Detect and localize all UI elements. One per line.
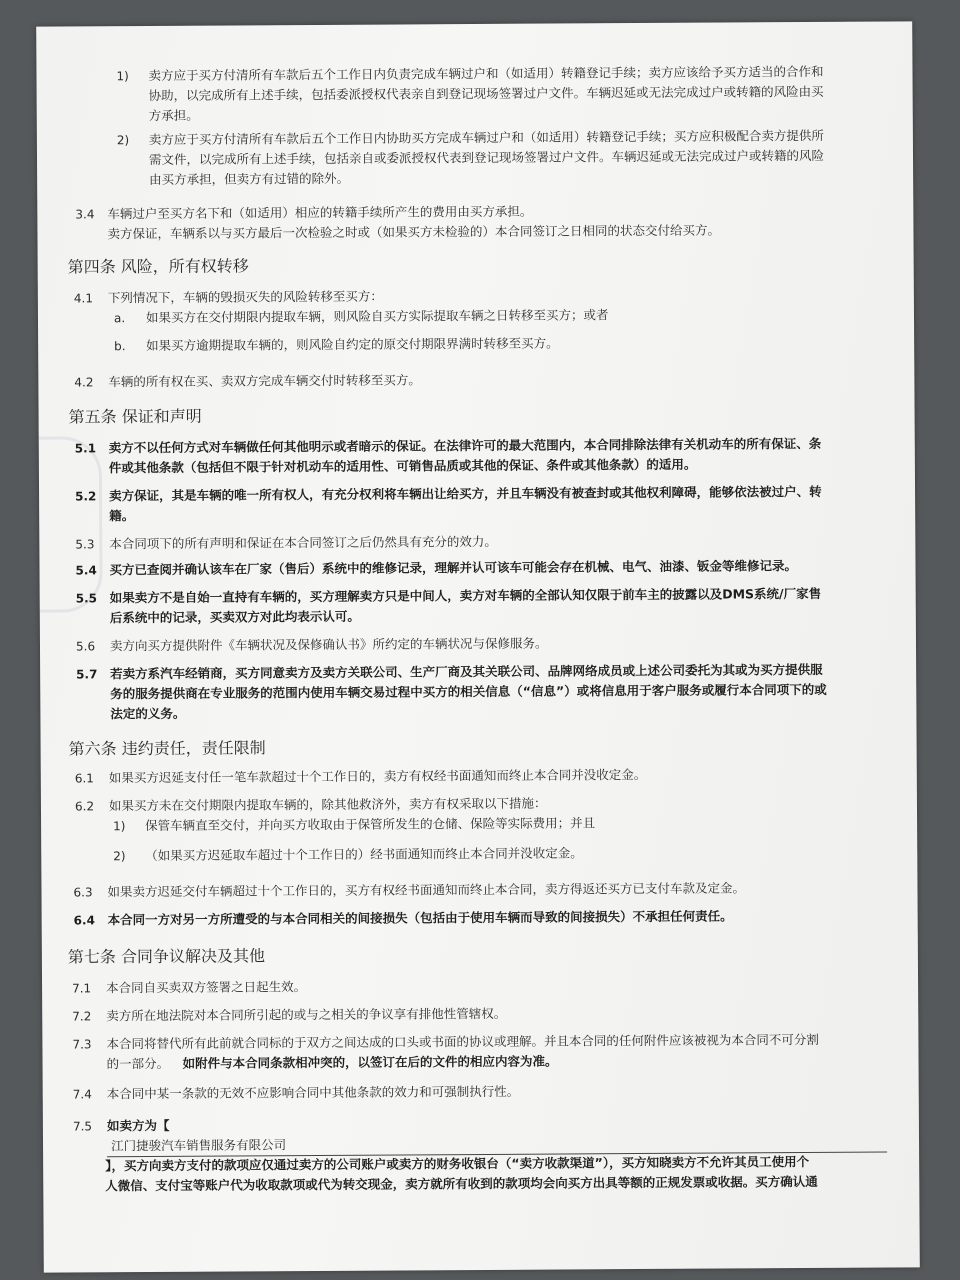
- clause-number: 2): [116, 133, 130, 148]
- clause-line: 如果卖方不是自始一直持有车辆的，买方理解卖方只是中间人，卖方对车辆的全部认知仅限于前车主的披露以及DMS系统/厂家售: [109, 585, 822, 606]
- clause-line: 件或其他条款（包括但不限于针对机动车的适用性、可销售品质或其他的保证、条件或其他条款）的适用。: [108, 456, 697, 476]
- clause-number: 5.3: [75, 537, 95, 552]
- clause-line: 卖方不以任何方式对车辆做任何其他明示或者暗示的保证。在法律许可的最大范围内，本合同排除法律有关机动车的所有保证、条: [108, 435, 822, 456]
- clause-line: 由买方承担，但卖方有过错的除外。: [149, 170, 350, 188]
- clause-number: 5.5: [75, 591, 98, 606]
- clause-line: 本合同将替代所有此前就合同标的于双方之间达成的口头或书面的协议或理解。并且本合同的任何附件应该被视为本合同不可分割: [106, 1031, 819, 1052]
- clause-line: 本合同自买卖双方签署之日起生效。: [106, 979, 307, 996]
- clause-line: 法定的义务。: [110, 705, 186, 722]
- clause-number: 5.1: [74, 441, 97, 456]
- section-heading: 第五条 保证和声明: [68, 406, 202, 427]
- clause-line: 如果买方迟延支付任一笔车款超过十个工作日的，卖方有权经书面通知而终止本合同并没收定金。: [108, 766, 647, 786]
- clause-line: 本合同项下的所有声明和保证在本合同签订之后仍然具有充分的效力。: [109, 533, 497, 552]
- seller-company-name: 江门捷骏汽车销售服务有限公司: [110, 1137, 287, 1154]
- seal-stamp-partial: [36, 436, 103, 612]
- clause-number: a.: [113, 311, 126, 326]
- clause-number: 2): [113, 849, 126, 864]
- clause-number: 6.1: [74, 771, 94, 786]
- clause-line: 如果卖方迟延交付车辆超过十个工作日的，买方有权经书面通知而终止本合同，卖方得返还买方已支付车款及定金。: [107, 880, 746, 900]
- clause-line: 】，买方向卖方支付的款项应仅通过卖方的公司账户或卖方的财务收银台（“卖方收款渠道”），买方知晓卖方不允许其员工使用个: [105, 1153, 810, 1174]
- clause-number: 4.1: [73, 291, 93, 306]
- clause-number: 7.2: [72, 1009, 92, 1024]
- clause-line: 卖方保证，车辆系以与买方最后一次检验之时或（如果买方未检验的）本合同签订之日相同的状态交付给买方。: [107, 222, 721, 242]
- clause-number: 7.3: [72, 1037, 92, 1052]
- clause-line-bold: 如附件与本合同条款相冲突的，以签订在后的文件的相应内容为准。: [182, 1053, 558, 1071]
- clause-line: 的一部分。: [106, 1055, 170, 1072]
- section-heading: 第七条 合同争议解决及其他: [67, 946, 266, 967]
- clause-line: 本合同一方对另一方所遭受的与本合同相关的间接损失（包括由于使用车辆而导致的间接损失）不承担任何责任。: [107, 908, 733, 928]
- clause-line: 如果买方逾期提取车辆的，则风险自约定的原交付期限界满时转移至买方。: [146, 335, 559, 354]
- clause-line: 如果买方未在交付期限内提取车辆的，除其他救济外，卖方有权采取以下措施：: [108, 795, 547, 814]
- clause-number: 6.2: [74, 799, 95, 814]
- clause-number: 5.4: [75, 563, 97, 578]
- clause-line: 保管车辆直至交付，并向买方收取由于保管所发生的仓储、保险等实际费用；并且: [145, 815, 596, 834]
- clause-line: 卖方所在地法院对本合同所引起的或与之相关的争议享有排他性管辖权。: [106, 1005, 507, 1024]
- clause-line: 需文件，以完成所有上述手续，包括亲自或委派授权代表到登记现场签署过户文件。车辆迟延或无法完成过户或转籍的风险: [148, 147, 825, 168]
- clause-number: 5.6: [75, 639, 96, 654]
- clause-number: 1): [113, 819, 126, 834]
- clause-line: 卖方应于买方付清所有车款后五个工作日内负责完成车辆过户和（如适用）转籍登记手续；卖方应该给予买方适当的合作和: [148, 63, 824, 84]
- section-heading: 第六条 违约责任，责任限制: [68, 738, 266, 759]
- clause-number: 6.4: [73, 913, 95, 928]
- clause-number: 5.7: [76, 667, 98, 682]
- clause-number: 7.4: [72, 1087, 92, 1102]
- clause-number: 7.5: [72, 1119, 93, 1134]
- clause-line: 本合同中某一条款的无效不应影响合同中其他条款的效力和可强制执行性。: [106, 1083, 520, 1102]
- clause-line: 卖方应于买方付清所有车款后五个工作日内协助买方完成车辆过户和（如适用）转籍登记手续；买方应积极配合卖方提供所: [148, 127, 824, 148]
- section-heading: 第四条 风险，所有权转移: [67, 256, 249, 277]
- clause-number: 3.4: [75, 207, 95, 222]
- clause-line: 人微信、支付宝等账户代为收取款项或代为转交现金，卖方就所有收到的款项均会向买方出具等额的正规发票或收据。买方确认通: [105, 1173, 818, 1194]
- clause-line: 车辆的所有权在买、卖双方完成车辆交付时转移至买方。: [108, 372, 421, 390]
- clause-number: 7.1: [72, 981, 92, 996]
- clause-line: 务的服务提供商在专业服务的范围内使用车辆交易过程中买方的相关信息（“信息”）或将信息用于客户服务或履行本合同项下的或: [110, 681, 827, 702]
- clause-line: （如果买方迟延取车超过十个工作日的）经书面通知而终止本合同并没收定金。: [145, 845, 583, 864]
- clause-line: 籍。: [109, 508, 135, 524]
- clause-number: 1): [116, 69, 129, 84]
- contract-page: [36, 21, 920, 1272]
- clause-line: 下列情况下，车辆的毁损灭失的风险转移至买方：: [107, 288, 383, 306]
- clause-line: 后系统中的记录，买卖双方对此均表示认可。: [109, 608, 360, 626]
- clause-number: 4.2: [74, 375, 94, 390]
- clause-line: 卖方向买方提供附件《车辆状况及保修确认书》所约定的车辆状况与保修服务。: [109, 635, 548, 654]
- clause-line: 若卖方系汽车经销商，买方同意卖方及卖方关联公司、生产厂商及其关联公司、品牌网络成员或上述公司委托为其或为买方提供服: [110, 661, 823, 682]
- clause-line: 协助，以完成所有上述手续，包括委派授权代表亲自到登记现场签署过户文件。车辆迟延或无法完成过户或转籍的风险由买: [148, 83, 824, 104]
- clause-line: 如果买方在交付期限内提取车辆，则风险自买方实际提取车辆之日转移至买方；或者: [145, 307, 609, 326]
- clause-number: 6.3: [73, 885, 93, 900]
- clause-line: 如卖方为【: [106, 1117, 170, 1134]
- clause-line: 车辆过户至买方名下和（如适用）相应的转籍手续所产生的费用由买方承担。: [107, 203, 533, 222]
- clause-number: b.: [114, 339, 126, 354]
- clause-line: 方承担。: [148, 107, 199, 124]
- clause-number: 5.2: [75, 489, 97, 504]
- clause-line: 卖方保证，其是车辆的唯一所有权人，有充分权利将车辆出让给买方，并且车辆没有被查封或其他权利障碍，能够依法被过户、转: [109, 483, 822, 504]
- clause-line: 买方已查阅并确认该车在厂家（售后）系统中的维修记录，理解并认可该车可能会存在机械、电气、油漆、钣金等维修记录。: [109, 558, 798, 578]
